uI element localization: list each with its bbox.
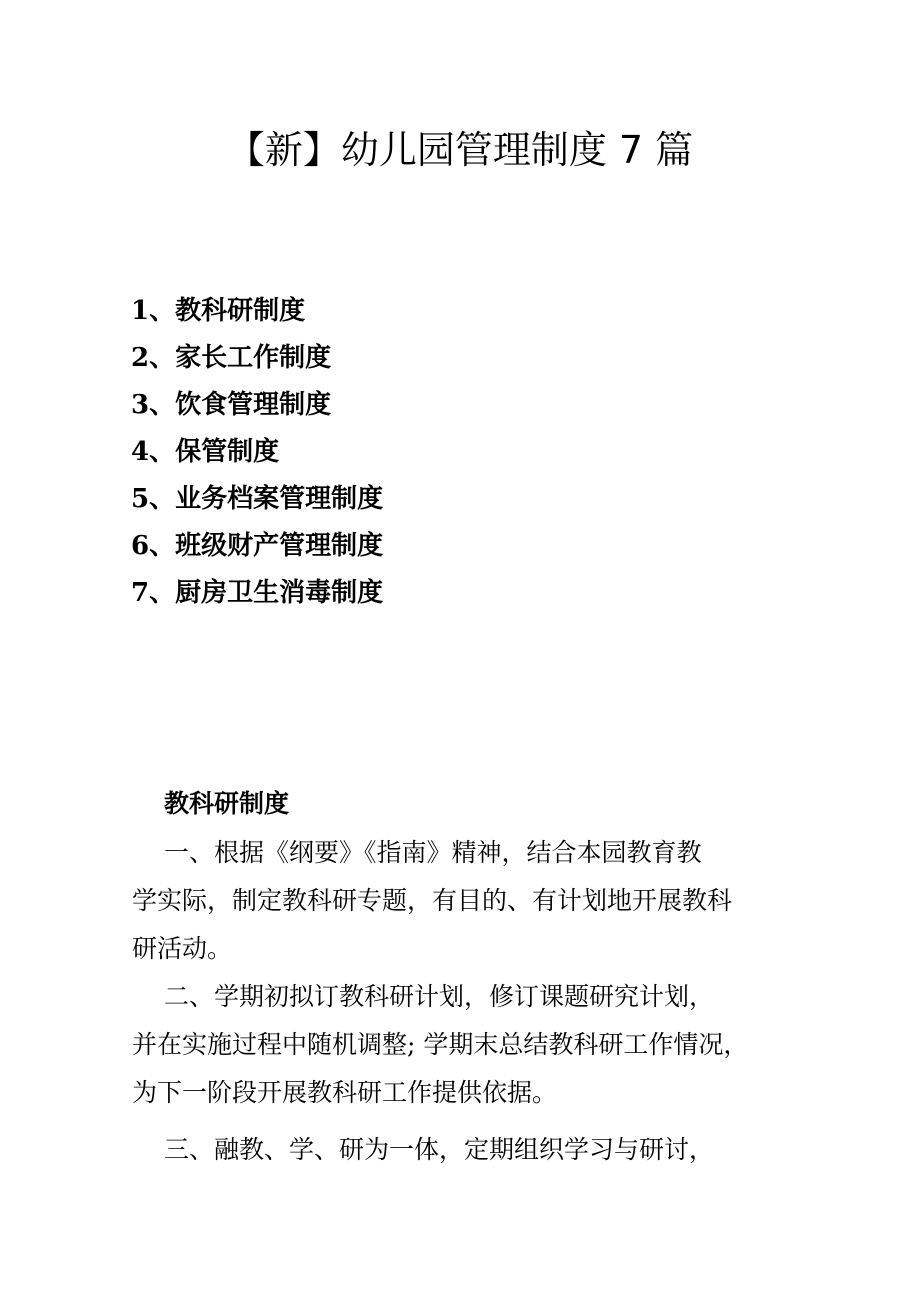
toc-item: 3、饮食管理制度 — [131, 390, 332, 420]
paragraph-line: 二、学期初拟订教科研计划，修订课题研究计划， — [164, 982, 715, 1011]
paragraph-line: 一、根据《纲要》《指南》精神，结合本园教育教 — [164, 838, 702, 867]
body-paragraph — [132, 829, 800, 973]
paragraph-line: 研活动。 — [132, 934, 233, 963]
toc-item: 4、保管制度 — [131, 437, 280, 467]
paragraph-line: 三、融教、学、研为一体，定期组织学习与研讨， — [164, 1135, 715, 1164]
body-paragraph — [132, 973, 800, 1117]
paragraph-line: 为下一阶段开展教科研工作提供依据。 — [132, 1078, 558, 1107]
document-title: 【新】幼儿园管理制度 7 篇 — [226, 128, 694, 172]
table-of-contents — [131, 288, 383, 617]
paragraph-line: 并在实施过程中随机调整; 学期末总结教科研工作情况， — [132, 1030, 749, 1059]
toc-item: 5、业务档案管理制度 — [131, 484, 384, 514]
body-paragraph — [132, 1126, 800, 1174]
section-heading: 教科研制度 — [164, 789, 290, 818]
paragraph-line: 学实际，制定教科研专题，有目的、有计划地开展教科 — [132, 886, 733, 915]
toc-item: 7、厨房卫生消毒制度 — [131, 578, 384, 608]
toc-item: 1、教科研制度 — [131, 296, 306, 326]
toc-item: 2、家长工作制度 — [131, 343, 332, 373]
toc-item: 6、班级财产管理制度 — [131, 531, 384, 561]
